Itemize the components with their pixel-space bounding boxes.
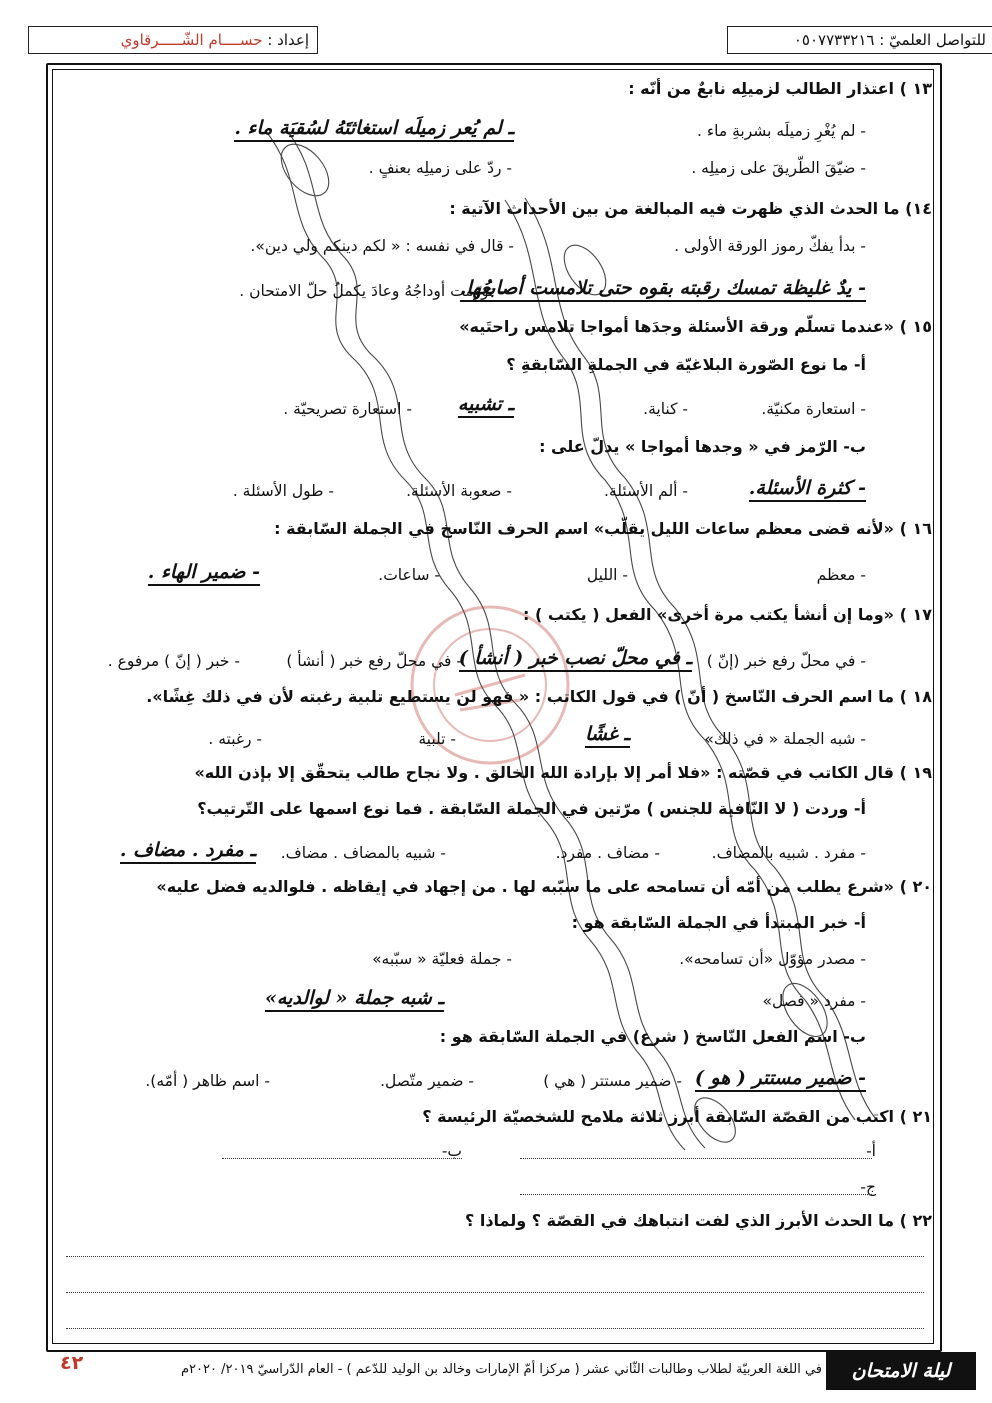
q14-stem: ١٤) ما الحدث الذي ظهرت فيه المبالغة من بين الأحداث الآتية :	[449, 199, 932, 218]
q20-b-answer	[695, 1066, 866, 1090]
q21-answer-line-c[interactable]	[520, 1194, 872, 1195]
q13-answer	[234, 116, 514, 140]
q15-sub-b: ب- الرّمز في « وجدها أمواجا » يدلّ على :	[539, 437, 866, 456]
page-number: ٤٢	[60, 1352, 84, 1374]
q15-b-option-2: - صعوبة الأسئلة.	[406, 482, 512, 500]
q15-b-answer-text: - كثرة الأسئلة.	[749, 477, 866, 502]
q18-answer-text: ـ غشًا	[585, 723, 630, 748]
q15-a-answer-text: ـ تشبيه	[458, 393, 514, 418]
footer-logo: ليلة الامتحان	[826, 1352, 976, 1390]
q19-stem: ١٩ ) قال الكاتب في قصّته : «فلا أمر إلا بإرادة الله الخالق . ولا نجاح طالب يتحقّق إلا بإذن الله»	[194, 763, 932, 782]
q17-answer	[459, 646, 692, 670]
q15-sub-a: أ- ما نوع الصّورة البلاغيّة في الجملةِ السّابقةِ ؟	[506, 355, 866, 374]
q15-a-answer	[458, 392, 514, 416]
q20-b-option-2: - ضمير متّصل.	[380, 1072, 474, 1090]
q15-b-option-1: - ألم الأسئلة.	[604, 482, 688, 500]
contact-box	[727, 26, 992, 54]
q20-b-answer-text: - ضمير مستتر ( هو )	[695, 1067, 866, 1092]
q18-option-1: - شبه الجملة « في ذلك»	[704, 730, 866, 748]
q22-stem: ٢٢ ) ما الحدث الأبرز الذي لفت انتباهك في القصّة ؟ ولماذا ؟	[464, 1211, 932, 1230]
q20-a-option-3: - مفرد « فصل»	[762, 992, 866, 1010]
q13-option-a: - لم يُغْرِ زميلَه بشربةِ ماء .	[696, 122, 866, 140]
q15-a-option-2: - كناية.	[643, 400, 688, 418]
author-name: حســــام الشّـــــرقاوي	[120, 31, 263, 49]
q15-b-option-3: - طول الأسئلة .	[232, 482, 334, 500]
q14-answer	[460, 276, 866, 300]
prepared-label: إعداد :	[262, 31, 309, 49]
q13-option-c: - ردّ على زميلِه بعنفٍ .	[368, 159, 512, 177]
q19-answer	[120, 838, 256, 862]
q17-stem: ١٧ ) «وما إن أنشأ يكتب مرة أخرى» الفعل ( يكتب ) :	[523, 605, 932, 624]
q20-a-answer	[265, 986, 444, 1010]
q18-option-3: - رغبته .	[208, 730, 262, 748]
q22-answer-line-2[interactable]	[66, 1292, 924, 1293]
author-box	[28, 26, 318, 54]
q19-sub-a: أ- وردت ( لا النّافية للجنس ) مرّتين في الجملة السّابقة . فما نوع اسمها على التّرتيب؟	[197, 799, 866, 818]
q21-stem: ٢١ ) اكتب من القصّة السّابقة أبرز ثلاثة ملامح للشخصيّة الرئيسة ؟	[422, 1107, 932, 1126]
q15-a-option-1: - استعارة مكنيّة.	[761, 400, 866, 418]
q20-b-option-3: - اسم ظاهر ( أمّه).	[145, 1072, 270, 1090]
q18-stem: ١٨ ) ما اسم الحرف النّاسخ ( أنّ ) في قول الكاتب : « فهو لن يستطيع تلبية رغبته لأن في ذلك غِشًا».	[146, 687, 932, 706]
q20-stem: ٢٠ ) «شرع يطلب من أمّه أن تسامحه على ما سبّبه لها . من إجهاد في إيقاظه . فلوالديه فضل عليه»	[156, 877, 932, 896]
q21-label-b: ب-	[441, 1142, 462, 1160]
q14-option-a: - بدأ يفكّ رموز الورقة الأولى .	[674, 237, 866, 255]
q16-option-3: - ساعات.	[378, 566, 440, 584]
q17-option-2: - في محلّ رفع خبر ( أنشأ )	[286, 652, 462, 670]
footer-text: في اللغة العربيّة لطلاب وطالبات الثّاني عشر ( مركزا أمّ الإمارات وخالد بن الوليد للدّعم ) - العام الدّراسيّ ٢٠١٩/ ٢٠٢٠م	[180, 1362, 822, 1377]
q16-answer-text: - ضمير الهاء .	[148, 561, 260, 586]
q14-option-b: - قال في نفسه : « لكم دينكم ولي دين».	[250, 237, 514, 255]
q13-stem: ١٣ ) اعتذار الطالب لزميلِه نابعٌ من أنّه :	[628, 79, 932, 98]
q15-b-answer	[749, 476, 866, 500]
q13-answer-text: ـ لم يُعر زميلَه استغاثتَهُ لسُقيَة ماء .	[234, 117, 514, 142]
q16-answer	[148, 560, 260, 584]
q14-answer-text: - يدٌ غليظة تمسك رقبته بقوه حتى تلامست أصابعُها.	[460, 277, 866, 302]
q16-option-1: - معظم	[816, 566, 866, 584]
q21-label-c: ج-	[860, 1178, 876, 1196]
q19-answer-text: ـ مفرد . مضاف .	[120, 839, 256, 864]
q21-answer-line-a[interactable]	[520, 1158, 872, 1159]
contact-text: للتواصل العلميّ : ٠٥٠٧٧٣٣٢١٦	[793, 31, 986, 49]
q15-stem: ١٥ ) «عندما تسلّم ورقة الأسئلة وجدَها أمواجا تلامس راحتَيه»	[459, 317, 932, 336]
q20-a-answer-text: ـ شبه جملة « لوالديه»	[265, 987, 444, 1012]
q21-answer-line-b[interactable]	[222, 1158, 462, 1159]
q22-answer-line-1[interactable]	[66, 1256, 924, 1257]
q17-answer-text: ـ في محلّ نصب خبر ( أنشأ )	[459, 647, 692, 672]
q20-a-option-1: - مصدر مؤوّل «أن تسامحه».	[679, 950, 866, 968]
q20-sub-b: ب- اسم الفعل النّاسخ ( شرع) في الجملة السّابقة هو :	[439, 1027, 866, 1046]
q19-option-3: - شبيه بالمضاف . مضاف.	[280, 844, 446, 862]
q16-stem: ١٦ ) «لأنه قضى معظم ساعات الليل يقلّب» اسم الحرف النّاسخ في الجملة السّابقة :	[274, 519, 932, 538]
q19-option-2: - مضاف . مفرد.	[555, 844, 660, 862]
q16-option-2: - الليل	[586, 566, 628, 584]
q20-a-option-2: - جملة فعليّة « سبّبه»	[372, 950, 512, 968]
q19-option-1: - مفرد . شبيه بالمضاف.	[711, 844, 866, 862]
q20-b-option-1: - ضمير مستتر ( هي )	[543, 1072, 682, 1090]
q18-option-2: - تلبية	[418, 730, 456, 748]
q22-answer-line-3[interactable]	[66, 1328, 924, 1329]
q18-answer	[585, 722, 630, 746]
q21-label-a: أ-	[866, 1142, 876, 1160]
q13-option-b: - ضيّقَ الطّريقَ على زميلِه .	[691, 159, 866, 177]
q17-option-1: - في محلّ رفع خبر (إنّ )	[706, 652, 866, 670]
q20-sub-a: أ- خبر المبتدأ في الجملة السّابقة هو :	[571, 913, 866, 932]
q17-option-3: - خبر ( إنّ ) مرفوع .	[107, 652, 240, 670]
q15-a-option-3: - استعارة تصريحيّة .	[283, 400, 412, 418]
q14-option-c: - تورّمت أوداجُهُ وعادَ يكملُ حلّ الامتحان .	[239, 282, 504, 300]
